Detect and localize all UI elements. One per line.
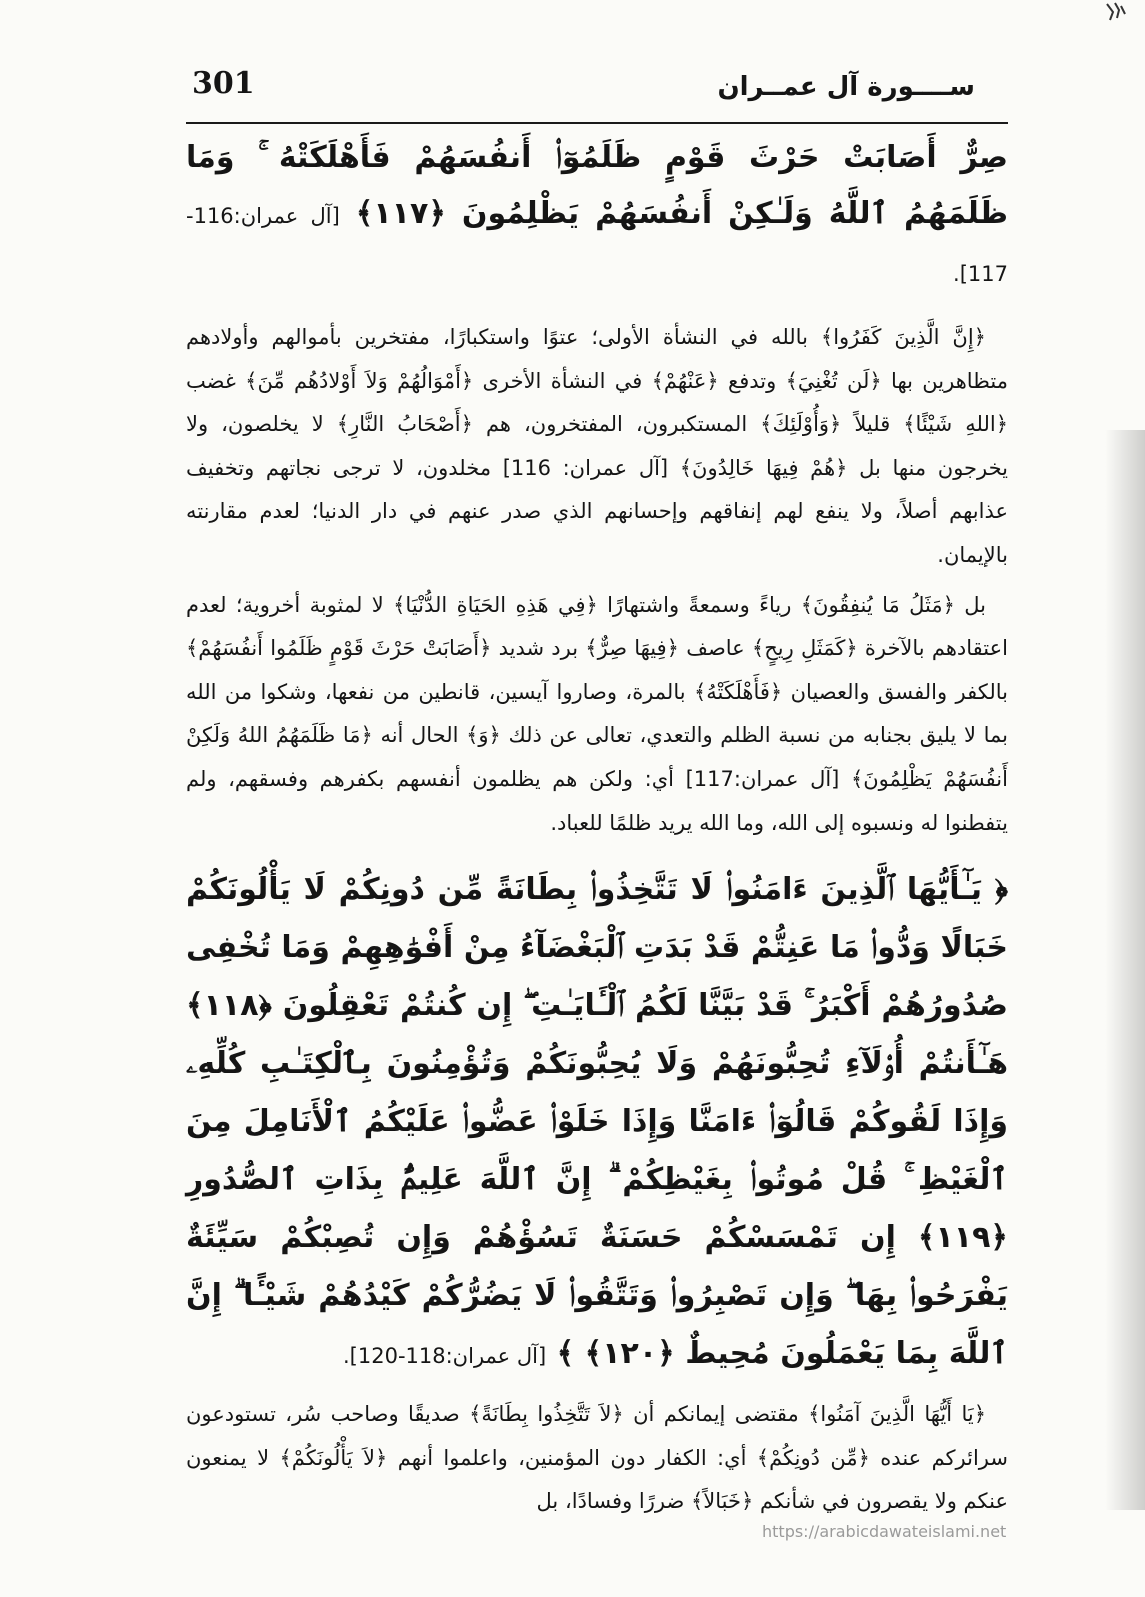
quran-block-2 (186, 861, 1008, 1385)
commentary-paragraph-2: بل ﴿مَثَلُ مَا يُنفِقُونَ﴾ رياءً وسمعةً واشتهارًا ﴿فِي هَذِهِ الحَيَاةِ الدُّنْيَا﴾ لا لمثوبة أخروية؛ لعدم اعتقادهم بالآخرة ﴿كَمَثَلِ رِيحٍ﴾ عاصف ﴿فِيهَا صِرٌّ﴾ برد شديد ﴿أَصَابَتْ حَرْثَ قَوْمٍ ظَلَمُوا أَنفُسَهُمْ﴾ بالكفر والفسق والعصيان ﴿فَأَهْلَكَتْهُ﴾ بالمرة، وصاروا آيسين، قانطين من نفعها، وشكوا من الله بما لا يليق بجنابه من نسبة الظلم والتعدي، تعالى عن ذلك ﴿وَ﴾ الحال أنه ﴿مَا ظَلَمَهُمُ اللهُ وَلَكِنْ أَنفُسَهُمْ يَظْلِمُونَ﴾ [آل عمران:117] أي: ولكن هم يظلمون أنفسهم بكفرهم وفسقهم، ولم يتفطنوا له ونسبوه إلى الله، وما الله يريد ظلمًا للعباد. (186, 592, 1008, 835)
header-rule (186, 122, 1008, 124)
verse-reference: [آل عمران:118-120]. (342, 1344, 547, 1369)
commentary-paragraph-3: ﴿يَا أَيُّهَا الَّذِينَ آمَنُوا﴾ مقتضى إيمانكم أن ﴿لاَ تَتَّخِذُوا بِطَانَةً﴾ صديقًا وصاحب سُر، تستودعون سرائركم عنده ﴿مِّن دُونِكُمْ﴾ أي: الكفار دون المؤمنين، واعلموا أنهم ﴿لاَ يَأْلُونَكُمْ﴾ لا يمنعون عنكم ولا يقصرون في شأنكم ﴿خَبَالاً﴾ ضررًا وفسادًا، بل (186, 1402, 1008, 1514)
quran-verse-text: ﴿ يَـٰٓأَيُّهَا ٱلَّذِينَ ءَامَنُوا۟ لَا تَتَّخِذُوا۟ بِطَانَةً مِّن دُونِكُمْ لَا يَأْلُونَكُمْ خَبَالًا وَدُّوا۟ مَا عَنِتُّمْ قَدْ بَدَتِ ٱلْبَغْضَآءُ مِنْ أَفْوَٰهِهِمْ وَمَا تُخْفِى صُدُورُهُمْ أَكْبَرُ ۚ قَدْ بَيَّنَّا لَكُمُ ٱلْـَٔايَـٰتِ ۖ إِن كُنتُمْ تَعْقِلُونَ ﴿١١٨﴾ هَـٰٓأَنتُمْ أُو۟لَآءِ تُحِبُّونَهُمْ وَلَا يُحِبُّونَكُمْ وَتُؤْمِنُونَ بِٱلْكِتَـٰبِ كُلِّهِۦ وَإِذَا لَقُوكُمْ قَالُوٓا۟ ءَامَنَّا وَإِذَا خَلَوْا۟ عَضُّوا۟ عَلَيْكُمُ ٱلْأَنَامِلَ مِنَ ٱلْغَيْظِ ۚ قُلْ مُوتُوا۟ بِغَيْظِكُمْ ۗ إِنَّ ٱللَّهَ عَلِيمٌۢ بِذَاتِ ٱلصُّدُورِ ﴿١١٩﴾ إِن تَمْسَسْكُمْ حَسَنَةٌ تَسُؤْهُمْ وَإِن تُصِبْكُمْ سَيِّئَةٌ يَفْرَحُوا۟ بِهَا ۖ وَإِن تَصْبِرُوا۟ وَتَتَّقُوا۟ لَا يَضُرُّكُمْ كَيْدُهُمْ شَيْـًٔا ۗ إِنَّ ٱللَّهَ بِمَا يَعْمَلُونَ مُحِيطٌ ﴿١٢٠﴾ ﴾ (186, 872, 1008, 1372)
page-number: 301 (192, 66, 255, 101)
page-edge-shadow (1105, 430, 1145, 1510)
commentary-paragraph-1: ﴿إِنَّ الَّذِينَ كَفَرُوا﴾ بالله في النشأة الأولى؛ عتوًا واستكبارًا، مفتخرين بأموالهم وأولادهم متظاهرين بها ﴿لَن تُغْنِيَ﴾ وتدفع ﴿عَنْهُمْ﴾ في النشأة الأخرى ﴿أَمْوَالُهُمْ وَلاَ أَوْلادُهُم مِّنَ﴾ غضب ﴿اللهِ شَيْئًا﴾ قليلاً ﴿وَأُوْلَئِكَ﴾ المستكبرون، المفتخرون، هم ﴿أَصْحَابُ النَّارِ﴾ لا يخلصون، ولا يخرجون منها بل ﴿هُمْ فِيهَا خَالِدُونَ﴾ [آل عمران: 116] مخلدون، لا ترجى نجاتهم وتخفيف عذابهم أصلاً، ولا ينفع لهم إنفاقهم وإحسانهم الذي صدر عنهم في دار الدنيا؛ لعدم مقارنته بالإيمان. (186, 325, 1009, 567)
quran-block-1 (186, 130, 1008, 302)
surah-title: ســــورة آل عمــران (717, 72, 975, 102)
quran-verse-text: صِرٌّ أَصَابَتْ حَرْثَ قَوْمٍ ظَلَمُوٓا۟ أَنفُسَهُمْ فَأَهْلَكَتْهُ ۚ وَمَا ظَلَمَهُمُ ٱللَّهُ وَلَـٰكِنْ أَنفُسَهُمْ يَظْلِمُونَ ﴿١١٧﴾ (186, 140, 1008, 231)
scan-speck-mark (1101, 0, 1131, 30)
page-content (186, 130, 1008, 1524)
verse-reference: [آل عمران:116-117]. (186, 204, 1008, 286)
source-watermark: https://arabicdawateislami.net (762, 1522, 1007, 1541)
